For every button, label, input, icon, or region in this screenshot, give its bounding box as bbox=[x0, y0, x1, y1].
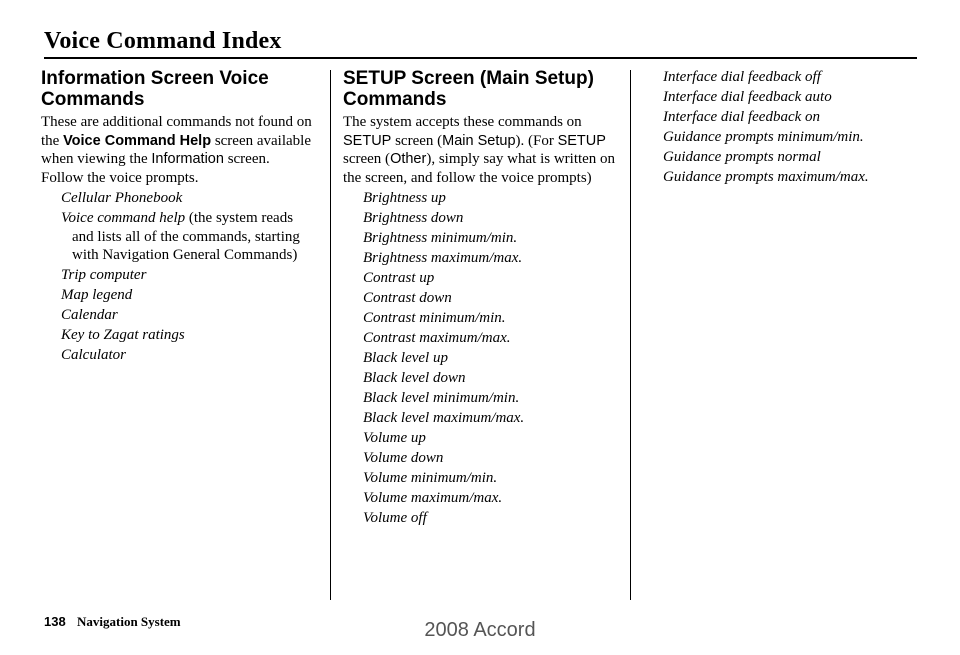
command-text: Interface dial feedback on bbox=[663, 109, 821, 125]
command-text: Volume minimum/min. bbox=[363, 470, 498, 486]
setup-term: SETUP bbox=[343, 132, 392, 149]
command-item bbox=[663, 68, 923, 87]
command-item bbox=[41, 266, 313, 285]
other-term: Other bbox=[390, 151, 427, 167]
command-text: Map legend bbox=[61, 287, 133, 303]
command-item bbox=[41, 189, 313, 208]
intro-text: screen available when viewing the bbox=[41, 132, 312, 167]
command-text: Contrast up bbox=[363, 270, 435, 286]
command-text: Volume down bbox=[363, 450, 444, 466]
command-text: Volume up bbox=[363, 430, 426, 446]
command-note: (the system reads and lists all of the commands, starting with Navigation General Commands) bbox=[72, 210, 300, 263]
command-item bbox=[343, 429, 623, 448]
command-item bbox=[663, 88, 923, 107]
command-text: Interface dial feedback off bbox=[663, 69, 821, 85]
command-text: Brightness minimum/min. bbox=[363, 230, 518, 246]
command-item bbox=[343, 269, 623, 288]
command-text: Guidance prompts normal bbox=[663, 149, 821, 165]
command-item bbox=[343, 449, 623, 468]
intro-text: screen ( bbox=[391, 132, 443, 149]
intro-text: These are additional commands not found on the bbox=[41, 114, 312, 149]
intro-text: screen. Follow the voice prompts. bbox=[41, 151, 270, 186]
page-number: 138 bbox=[44, 614, 66, 629]
command-text: Guidance prompts minimum/min. bbox=[663, 129, 864, 145]
command-item bbox=[41, 326, 313, 345]
command-item bbox=[343, 309, 623, 328]
command-text: Black level down bbox=[363, 370, 466, 386]
information-term: Information bbox=[151, 151, 224, 167]
command-text: Trip computer bbox=[61, 267, 147, 283]
command-item bbox=[343, 369, 623, 388]
information-section-intro bbox=[41, 113, 313, 187]
command-text: Voice command help bbox=[61, 210, 186, 226]
footer-label: Navigation System bbox=[77, 614, 181, 629]
command-item bbox=[663, 128, 923, 147]
command-item bbox=[343, 409, 623, 428]
intro-text: ). (For bbox=[515, 132, 558, 149]
setup-section-intro bbox=[343, 113, 623, 187]
main-setup-term: Main Setup bbox=[442, 132, 516, 149]
command-item bbox=[343, 389, 623, 408]
title-divider bbox=[44, 57, 917, 59]
command-text: Key to Zagat ratings bbox=[61, 327, 185, 343]
command-item bbox=[343, 349, 623, 368]
setup-term: SETUP bbox=[557, 132, 606, 149]
command-item bbox=[41, 286, 313, 305]
command-text: Black level up bbox=[363, 350, 448, 366]
command-text: Brightness maximum/max. bbox=[363, 250, 523, 266]
command-text: Guidance prompts maximum/max. bbox=[663, 169, 869, 185]
command-text: Cellular Phonebook bbox=[61, 190, 183, 206]
command-item bbox=[343, 249, 623, 268]
column-divider-2 bbox=[630, 70, 631, 600]
setup-commands-continued-column bbox=[663, 68, 923, 188]
command-item bbox=[343, 189, 623, 208]
command-text: Black level minimum/min. bbox=[363, 390, 520, 406]
command-text: Interface dial feedback auto bbox=[663, 89, 832, 105]
watermark: 2008 Accord bbox=[424, 619, 536, 641]
intro-text: The system accepts these commands on bbox=[343, 114, 582, 130]
voice-command-help-term: Voice Command Help bbox=[63, 132, 212, 149]
command-item bbox=[41, 306, 313, 325]
command-item bbox=[343, 509, 623, 528]
command-item bbox=[663, 148, 923, 167]
command-text: Black level maximum/max. bbox=[363, 410, 525, 426]
command-text: Contrast minimum/min. bbox=[363, 310, 506, 326]
command-item bbox=[343, 469, 623, 488]
command-text: Contrast down bbox=[363, 290, 452, 306]
command-text: Calendar bbox=[61, 307, 118, 323]
command-text: Calculator bbox=[61, 347, 127, 363]
command-text: Brightness up bbox=[363, 190, 446, 206]
setup-command-list-continued bbox=[663, 68, 923, 187]
setup-commands-column bbox=[343, 68, 623, 529]
setup-command-list bbox=[343, 189, 623, 528]
command-item bbox=[343, 209, 623, 228]
information-section-heading: Information Screen Voice Commands bbox=[41, 68, 269, 110]
setup-section-heading: SETUP Screen (Main Setup) Commands bbox=[343, 68, 594, 110]
information-commands-column bbox=[41, 68, 313, 366]
page-title: Voice Command Index bbox=[44, 28, 282, 54]
information-command-list bbox=[41, 189, 313, 365]
intro-text: ), simply say what is written on the screen, and follow the voice prompts) bbox=[343, 151, 616, 186]
command-text: Volume off bbox=[363, 510, 427, 526]
command-item bbox=[663, 108, 923, 127]
command-item bbox=[343, 329, 623, 348]
command-text: Volume maximum/max. bbox=[363, 490, 503, 506]
command-item bbox=[343, 289, 623, 308]
command-item bbox=[343, 489, 623, 508]
command-item bbox=[343, 229, 623, 248]
command-item bbox=[663, 168, 923, 187]
intro-text: screen ( bbox=[343, 151, 391, 167]
command-text: Contrast maximum/max. bbox=[363, 330, 511, 346]
column-divider-1 bbox=[330, 70, 331, 600]
command-text: Brightness down bbox=[363, 210, 464, 226]
command-item bbox=[41, 346, 313, 365]
command-item bbox=[41, 209, 313, 265]
